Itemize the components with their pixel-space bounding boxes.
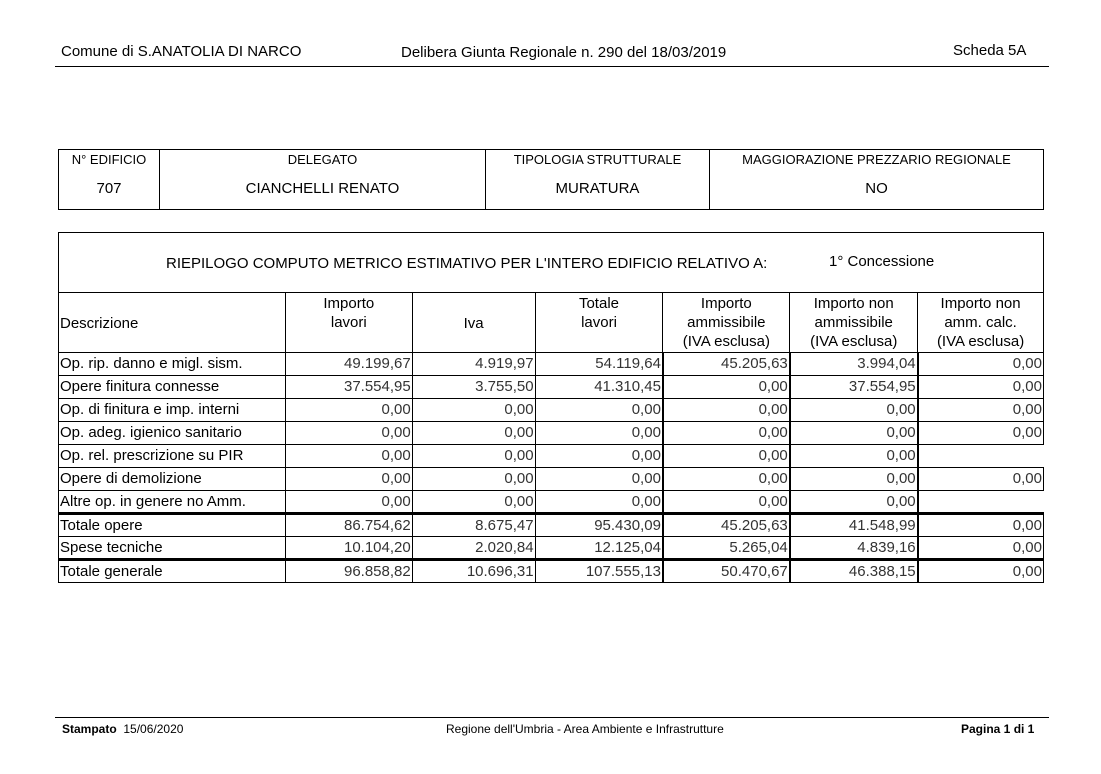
cell-ammissibile: 45.205,63 [663,514,790,537]
cell-iva: 0,00 [412,445,535,468]
maggiorazione-value: NO [865,180,888,197]
header-line: ammissibile [814,314,893,331]
cell-iva: 8.675,47 [412,514,535,537]
col-header-importo [285,293,412,353]
table-row [59,422,1044,445]
row-description: Spese tecniche [59,537,286,560]
header-line: Importo [700,295,752,312]
header-line: ammissibile [687,314,766,331]
cell-non-ammissibile: 0,00 [790,491,918,514]
cell-ammissibile: 0,00 [663,445,790,468]
footer-divider [55,717,1049,718]
row-description: Totale generale [59,560,286,583]
cell-non-ammissibile: 41.548,99 [790,514,918,537]
cell-ammissibile: 0,00 [663,468,790,491]
delegato-label: DELEGATO [287,152,358,167]
info-tipologia [486,150,710,209]
header-line: Importo [323,295,375,312]
tipologia-label: TIPOLOGIA STRUTTURALE [513,152,682,167]
cell-totale: 12.125,04 [535,537,663,560]
info-edificio [59,150,160,209]
cell-importo: 10.104,20 [285,537,412,560]
cell-non-amm-calc: 0,00 [918,422,1044,445]
footer-page-number: Pagina 1 di 1 [961,722,1035,736]
cell-iva: 2.020,84 [412,537,535,560]
header-line: Totale [578,295,619,312]
cell-ammissibile: 5.265,04 [663,537,790,560]
table-row [59,445,1044,468]
concessione-label: 1° Concessione [829,253,935,270]
delibera-title: Delibera Giunta Regionale n. 290 del 18/03/2019 [401,44,727,61]
row-description: Op. adeg. igienico sanitario [59,422,286,445]
cell-totale: 0,00 [535,422,663,445]
cell-iva: 0,00 [412,491,535,514]
header-line: (IVA esclusa) [936,333,1025,350]
stampato-date: 15/06/2020 [123,722,184,736]
maggiorazione-label: MAGGIORAZIONE PREZZARIO REGIONALE [742,152,1011,167]
cell-non-amm-calc: 0,00 [918,537,1044,560]
table-header-row [59,293,1044,353]
cell-ammissibile: 0,00 [663,491,790,514]
row-description: Opere di demolizione [59,468,286,491]
cell-totale: 54.119,64 [535,353,663,376]
cell-importo: 0,00 [285,422,412,445]
footer-region: Regione dell'Umbria - Area Ambiente e Infrastrutture [446,722,724,736]
cell-non-amm-calc: 0,00 [918,514,1044,537]
building-info-table [58,149,1044,210]
cell-totale: 0,00 [535,399,663,422]
cell-ammissibile: 45.205,63 [663,353,790,376]
cell-non-amm-calc: 0,00 [918,399,1044,422]
summary-section [58,232,1044,580]
cell-non-amm-calc: 0,00 [918,376,1044,399]
table-row [59,560,1044,583]
cell-iva: 0,00 [412,422,535,445]
cell-totale: 0,00 [535,468,663,491]
table-row [59,514,1044,537]
row-description: Totale opere [59,514,286,537]
empty-cell [918,445,1044,468]
col-header-totale [535,293,663,353]
cell-importo: 86.754,62 [285,514,412,537]
header-line: lavori [581,314,617,331]
cell-iva: 10.696,31 [412,560,535,583]
table-row [59,376,1044,399]
row-description: Opere finitura connesse [59,376,286,399]
header-line: lavori [330,314,367,331]
summary-title-box [58,232,1044,293]
cell-non-ammissibile: 3.994,04 [790,353,918,376]
table-row [59,537,1044,560]
edificio-label: N° EDIFICIO [71,152,147,167]
cell-non-amm-calc: 0,00 [918,468,1044,491]
tipologia-value: MURATURA [555,180,640,197]
table-row [59,491,1044,514]
cell-totale: 107.555,13 [535,560,663,583]
cell-non-ammissibile: 46.388,15 [790,560,918,583]
cell-totale: 0,00 [535,445,663,468]
cell-totale: 0,00 [535,491,663,514]
cell-non-ammissibile: 0,00 [790,468,918,491]
edificio-value: 707 [96,180,122,197]
table-row [59,399,1044,422]
info-maggiorazione [710,150,1043,209]
summary-table-body [59,353,1044,583]
cell-ammissibile: 50.470,67 [663,560,790,583]
scheda-label: Scheda 5A [953,42,1027,59]
row-description: Op. di finitura e imp. interni [59,399,286,422]
cell-ammissibile: 0,00 [663,422,790,445]
cell-non-ammissibile: 4.839,16 [790,537,918,560]
cell-importo: 96.858,82 [285,560,412,583]
row-description: Op. rel. prescrizione su PIR [59,445,286,468]
cell-non-ammissibile: 0,00 [790,445,918,468]
info-delegato [160,150,486,209]
table-row [59,353,1044,376]
delegato-value: CIANCHELLI RENATO [245,180,400,197]
summary-table [58,292,1044,583]
col-header-descrizione: Descrizione [59,293,286,353]
cell-importo: 49.199,67 [285,353,412,376]
cell-importo: 0,00 [285,445,412,468]
comune-title: Comune di S.ANATOLIA DI NARCO [61,43,302,60]
summary-title: RIEPILOGO COMPUTO METRICO ESTIMATIVO PER L'INTERO EDIFICIO RELATIVO A: [166,255,768,272]
cell-ammissibile: 0,00 [663,376,790,399]
header-line: Importo non [813,295,894,312]
col-header-iva: Iva [412,293,535,353]
row-description: Altre op. in genere no Amm. [59,491,286,514]
col-header-non-amm-calc [918,293,1044,353]
cell-importo: 0,00 [285,491,412,514]
cell-iva: 0,00 [412,468,535,491]
cell-non-ammissibile: 37.554,95 [790,376,918,399]
cell-non-amm-calc: 0,00 [918,353,1044,376]
col-header-ammissibile [663,293,790,353]
header-line: (IVA esclusa) [682,333,770,350]
cell-totale: 41.310,45 [535,376,663,399]
cell-importo: 0,00 [285,468,412,491]
header-divider [55,66,1049,67]
cell-importo: 37.554,95 [285,376,412,399]
cell-non-amm-calc: 0,00 [918,560,1044,583]
cell-non-ammissibile: 0,00 [790,422,918,445]
empty-cell [918,491,1044,514]
header-line: Importo non [940,295,1021,312]
row-description: Op. rip. danno e migl. sism. [59,353,286,376]
cell-iva: 0,00 [412,399,535,422]
footer-printed [62,722,183,736]
header-line: amm. calc. [944,314,1017,331]
cell-ammissibile: 0,00 [663,399,790,422]
header-line: (IVA esclusa) [810,333,898,350]
cell-importo: 0,00 [285,399,412,422]
col-header-non-ammissibile [790,293,918,353]
cell-totale: 95.430,09 [535,514,663,537]
cell-iva: 3.755,50 [412,376,535,399]
cell-iva: 4.919,97 [412,353,535,376]
stampato-label: Stampato [62,722,117,736]
cell-non-ammissibile: 0,00 [790,399,918,422]
table-row [59,468,1044,491]
